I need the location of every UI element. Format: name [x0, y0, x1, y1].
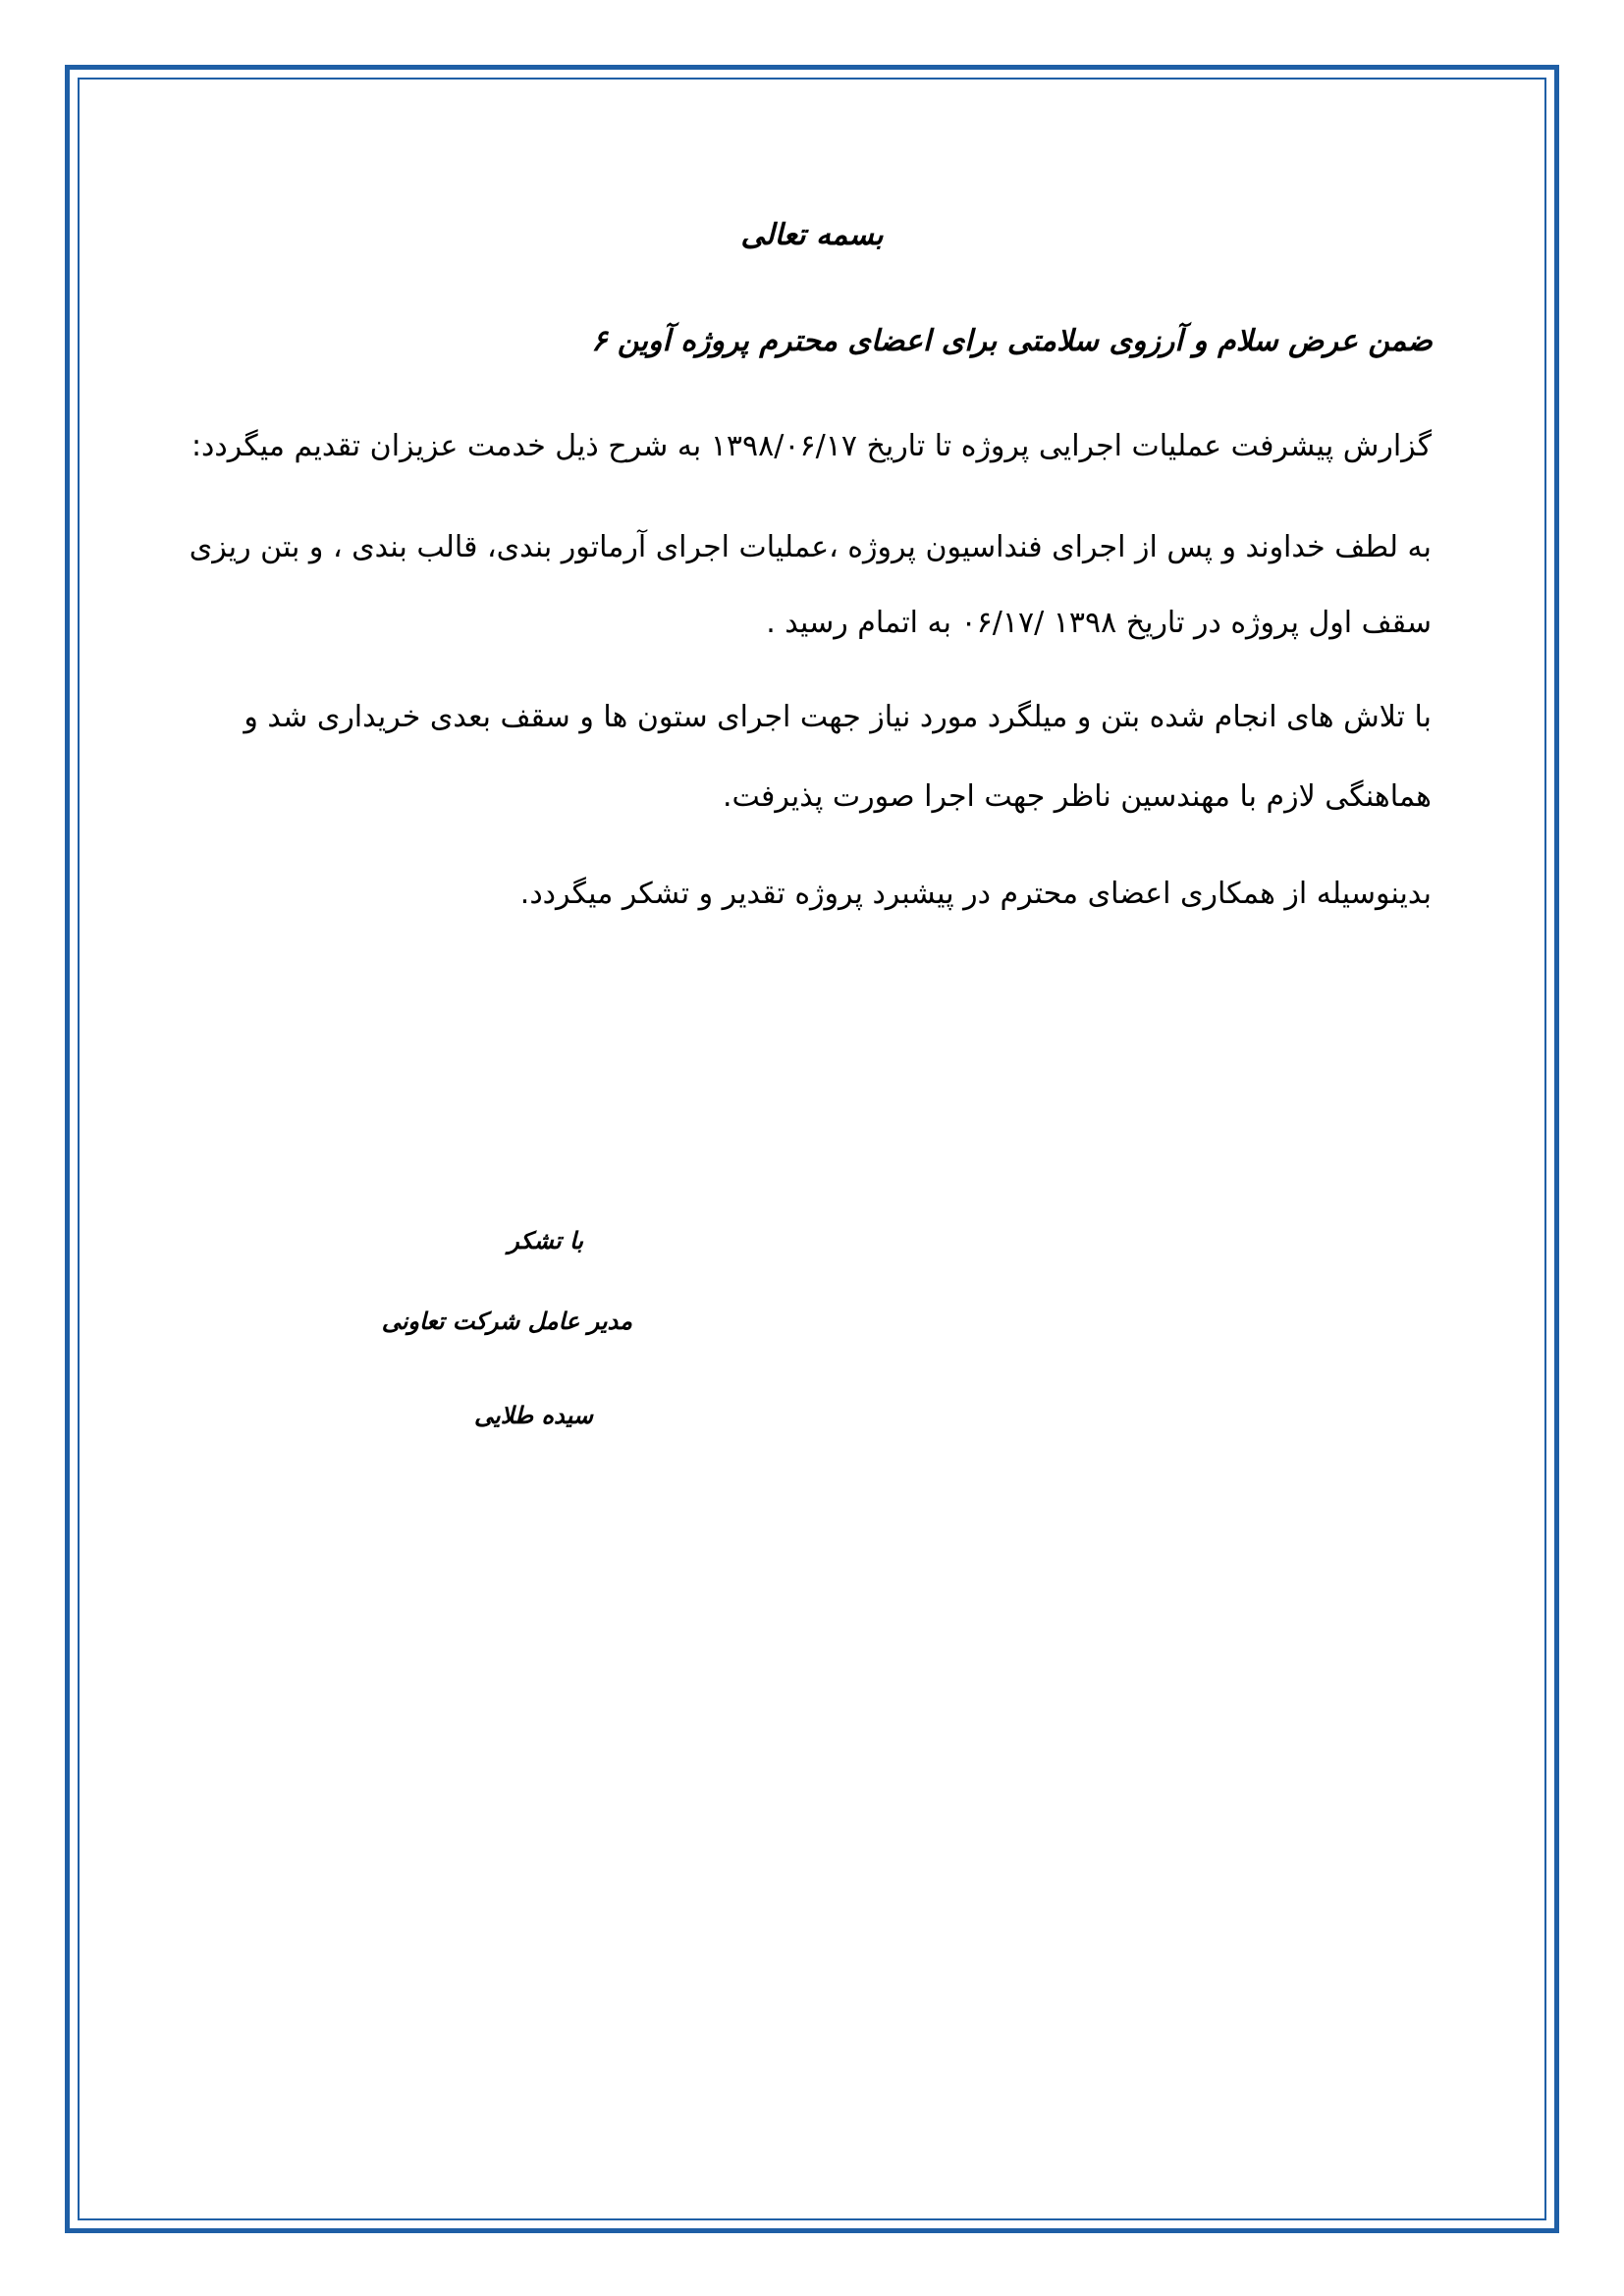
page-border-inner	[78, 78, 1546, 2220]
paragraph-1-line-2: سقف اول پروژه در تاریخ ۱۳۹۸ /۰۶/۱۷ به اتمام رسید .	[766, 606, 1432, 640]
signature-thanks: با تشکر	[508, 1226, 583, 1255]
closing-line: بدینوسیله از همکاری اعضای محترم در پیشبرد پروژه تقدیر و تشکر میگردد.	[519, 877, 1432, 911]
paragraph-2-line-2: هماهنگی لازم با مهندسین ناظر جهت اجرا صورت پذیرفت.	[723, 779, 1432, 814]
paragraph-1-line-1: به لطف خداوند و پس از اجرای فنداسیون پروژه ،عملیات اجرای آرماتور بندی، قالب بندی ، و بتن ریزی	[189, 530, 1432, 564]
signature-title: مدیر عامل شرکت تعاونی	[381, 1307, 632, 1335]
paragraph-2-line-1: با تلاش های انجام شده بتن و میلگرد مورد نیاز جهت اجرای ستون ها و سقف بعدی خریداری شد و	[244, 700, 1432, 734]
invocation-heading: بسمه تعالی	[740, 218, 884, 252]
signature-name: سیده طلایی	[474, 1401, 593, 1429]
greeting-line: ضمن عرض سلام و آرزوی سلامتی برای اعضای محترم پروژه آوین ۶	[591, 324, 1433, 358]
intro-line: گزارش پیشرفت عملیات اجرایی پروژه تا تاریخ ۱۳۹۸/۰۶/۱۷ به شرح ذیل خدمت عزیزان تقدیم میگردد:	[190, 429, 1432, 463]
